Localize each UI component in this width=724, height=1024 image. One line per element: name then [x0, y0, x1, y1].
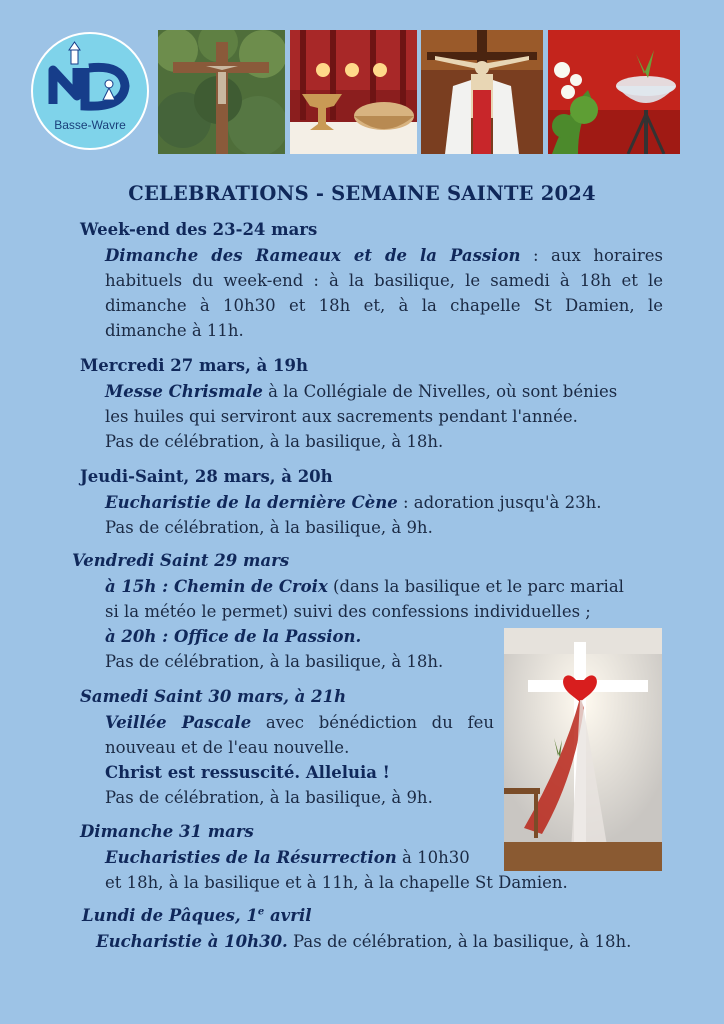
mercredi-highlight: Messe Chrismale — [105, 382, 263, 401]
dimanche-line-2: et 18h, à la basilique et à 11h, à la chapelle St Damien. — [105, 873, 568, 892]
weekend-line-3: dimanche à 10h30 et 18h et, à la chapelle St Damien, le — [105, 296, 663, 315]
weekend-highlight: Dimanche des Rameaux et de la Passion — [105, 246, 521, 265]
samedi-alleluia: Christ est ressuscité. Alleluia ! — [105, 763, 390, 782]
mercredi-text-1: à la Collégiale de Nivelles, où sont bénies — [262, 382, 618, 401]
heading-lundi — [82, 906, 312, 925]
heading-samedi: Samedi Saint 30 mars, à 21h — [80, 687, 347, 706]
parish-logo — [31, 32, 149, 150]
vendredi-line-1 — [105, 575, 624, 600]
jeudi-line-2: Pas de célébration, à la basilique, à 9h. — [105, 518, 433, 537]
jeudi-line-1 — [105, 491, 601, 516]
vendredi-highlight-2: à 20h : Office de la Passion. — [105, 627, 362, 646]
samedi-line-3 — [105, 761, 390, 786]
weekend-line-1 — [105, 244, 663, 269]
samedi-text-1: avec bénédiction du feu — [251, 713, 494, 732]
vendredi-line-2: si la météo le permet) suivi des confessions individuelles ; — [105, 602, 591, 621]
lundi-text-1: Pas de célébration, à la basilique, à 18h. — [287, 932, 632, 951]
heading-vendredi: Vendredi Saint 29 mars — [72, 551, 290, 570]
lundi-line-1 — [96, 930, 631, 955]
dimanche-text-1: à 10h30 — [396, 848, 470, 867]
samedi-line-2: nouveau et de l'eau nouvelle. — [105, 738, 350, 757]
samedi-line-4: Pas de célébration, à la basilique, à 9h. — [105, 788, 433, 807]
heading-jeudi: Jeudi-Saint, 28 mars, à 20h — [80, 467, 333, 486]
weekend-line-2: habituels du week-end : à la basilique, le samedi à 18h et le — [105, 271, 663, 290]
dimanche-highlight: Eucharisties de la Résurrection — [105, 848, 397, 867]
lundi-heading-text-2: avril — [264, 906, 312, 925]
vendredi-highlight-1: à 15h : Chemin de Croix — [105, 577, 328, 596]
weekend-text-1: : aux horaires — [520, 246, 664, 265]
lundi-heading-sup: e — [257, 906, 265, 918]
mercredi-line-1 — [105, 380, 617, 405]
heading-mercredi: Mercredi 27 mars, à 19h — [80, 356, 308, 375]
vendredi-line-3 — [105, 625, 361, 650]
samedi-highlight: Veillée Pascale — [105, 713, 252, 732]
jeudi-highlight: Eucharistie de la dernière Cène — [105, 493, 398, 512]
vendredi-line-4: Pas de célébration, à la basilique, à 18h. — [105, 652, 444, 671]
illuminated-cross-photo — [504, 628, 662, 871]
lundi-highlight: Eucharistie à 10h30. — [96, 932, 288, 951]
lundi-heading-text: Lundi de Pâques, 1 — [82, 906, 258, 925]
samedi-line-1 — [105, 711, 494, 736]
page-title: CELEBRATIONS - SEMAINE SAINTE 2024 — [128, 182, 596, 205]
crucifix-red-cloth-photo — [421, 30, 543, 154]
crucifix-garden-photo — [158, 30, 285, 154]
heading-dimanche: Dimanche 31 mars — [80, 822, 254, 841]
nd-monogram-icon — [33, 34, 149, 150]
flowers-easter-photo — [548, 30, 680, 154]
jeudi-text-1: : adoration jusqu'à 23h. — [397, 493, 602, 512]
logo-caption: Basse-Wavre — [54, 118, 126, 132]
weekend-line-4: dimanche à 11h. — [105, 321, 244, 340]
altar-candles-photo — [290, 30, 417, 154]
dimanche-line-1 — [105, 846, 470, 871]
mercredi-line-2: les huiles qui serviront aux sacrements pendant l'année. — [105, 407, 578, 426]
vendredi-text-1: (dans la basilique et le parc marial — [327, 577, 624, 596]
mercredi-line-3: Pas de célébration, à la basilique, à 18h. — [105, 432, 444, 451]
heading-weekend: Week-end des 23-24 mars — [80, 220, 318, 239]
